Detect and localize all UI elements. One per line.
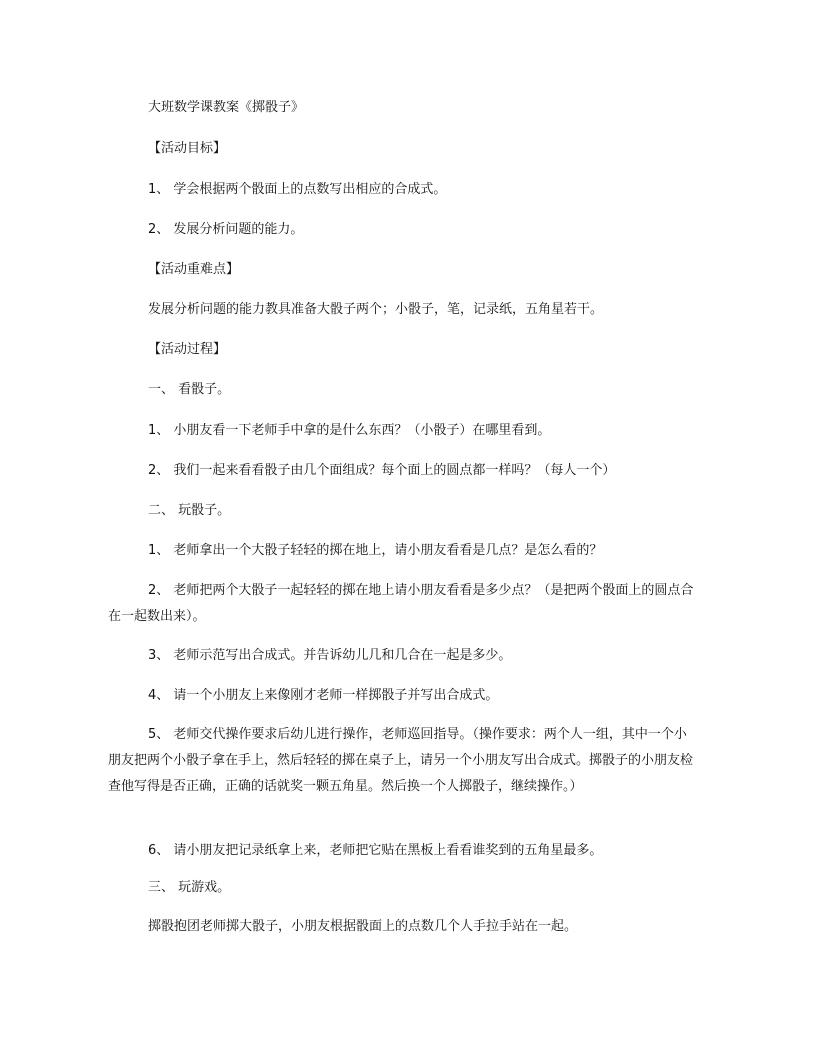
section-1-item-1: 1、 小朋友看一下老师手中拿的是什么东西？（小骰子）在哪里看到。 [148, 423, 551, 438]
section-1-heading: 一、 看骰子。 [148, 382, 231, 397]
game-text: 掷骰抱团老师掷大骰子，小朋友根据骰面上的点数几个人手拉手站在一起。 [148, 919, 578, 934]
goal-heading: 【活动目标】 [148, 141, 227, 156]
section-2-item-1: 1、 老师拿出一个大骰子轻轻的掷在地上，请小朋友看看是几点？是怎么看的？ [148, 543, 603, 558]
goal-item-1: 1、 学会根据两个骰面上的点数写出相应的合成式。 [148, 182, 447, 197]
section-2-item-3: 3、 老师示范写出合成式。并告诉幼儿几和几合在一起是多少。 [148, 648, 512, 663]
document-title: 大班数学课教案《掷骰子》 [148, 100, 305, 115]
section-1-item-2: 2、 我们一起来看看骰子由几个面组成？每个面上的圆点都一样吗？（每人一个） [148, 463, 616, 478]
section-3-heading: 三、 玩游戏。 [148, 880, 231, 895]
key-text: 发展分析问题的能力教具准备大骰子两个；小骰子，笔，记录纸，五角星若干。 [148, 302, 604, 317]
process-heading: 【活动过程】 [148, 342, 227, 357]
section-2-item-2: 2、 老师把两个大骰子一起轻轻的掷在地上请小朋友看看是多少点？（是把两个骰面上的圆点合在一起数出来）。 [108, 583, 694, 624]
section-2-item-4: 4、 请一个小朋友上来像刚才老师一样掷骰子并写出合成式。 [148, 688, 499, 703]
section-2-heading: 二、 玩骰子。 [148, 503, 231, 518]
section-2-item-5: 5、 老师交代操作要求后幼儿进行操作，老师巡回指导。（操作要求：两个人一组，其中一个小朋友把两个小骰子拿在手上，然后轻轻的掷在桌子上，请另一个小朋友写出合成式。掷骰子的小朋友检查他写得是否正确，正确的话就奖一颗五角星。然后换一个人掷骰子，继续操作。） [108, 727, 694, 794]
key-heading: 【活动重难点】 [148, 262, 240, 277]
goal-item-2: 2、 发展分析问题的能力。 [148, 222, 304, 237]
section-2-item-6: 6、 请小朋友把记录纸拿上来，老师把它贴在黑板上看看谁奖到的五角星最多。 [148, 843, 603, 858]
